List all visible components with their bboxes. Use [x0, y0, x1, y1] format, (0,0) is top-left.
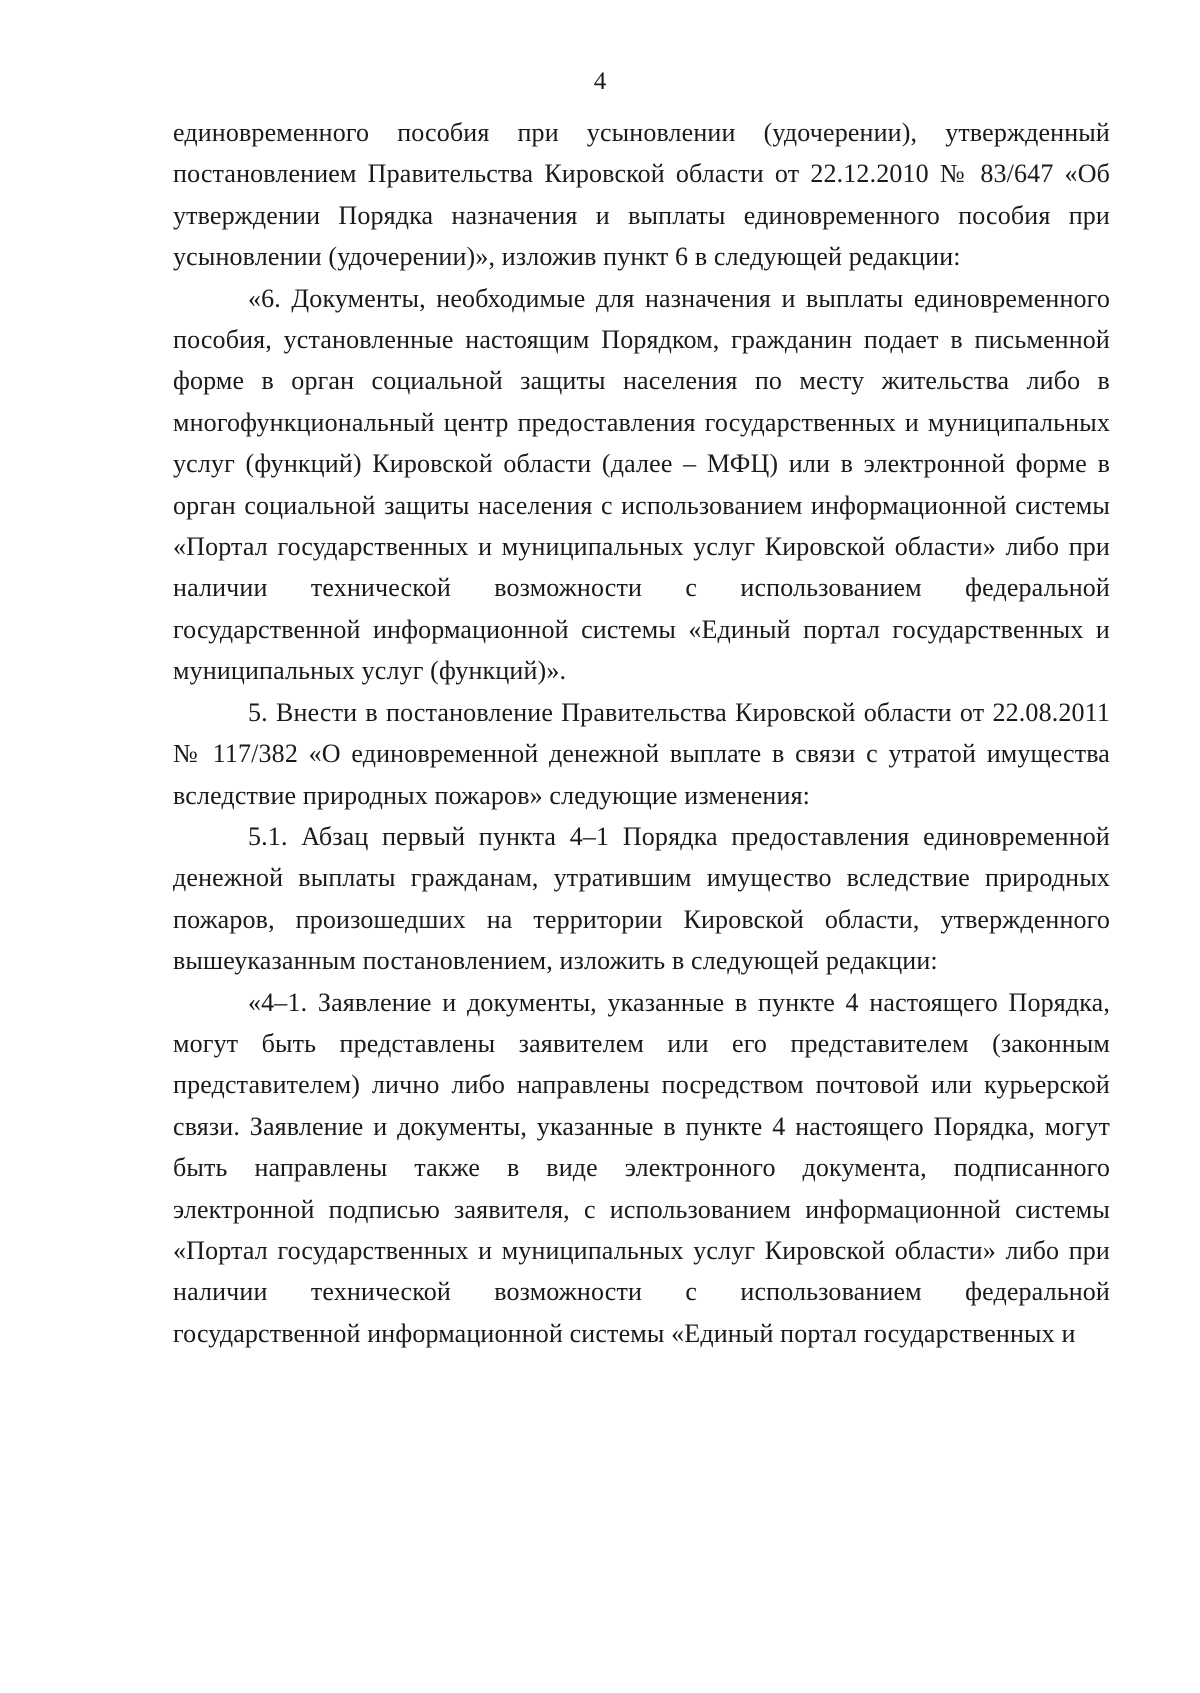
paragraph-item-5-1: 5.1. Абзац первый пункта 4–1 Порядка предоставления единовременной денежной выплаты гражданам, утратившим имущество вследствие природных пожаров, произошедших на территории Кировской области, утвержденного вышеуказанным постановлением, изложить в следующей редакции: — [173, 821, 1110, 976]
paragraph-continuation: единовременного пособия при усыновлении (удочерении), утвержденный постановлением Правительства Кировской области от 22.12.2010 № 83/647 «Об утверждении Порядка назначения и выплаты единовременного пособия при усыновлении (удочерении)», изложив пункт 6 в следующей редакции: — [173, 118, 1110, 272]
document-body — [173, 112, 1110, 1354]
page-number: 4 — [593, 68, 607, 95]
paragraph-item-4-1: «4–1. Заявление и документы, указанные в пункте 4 настоящего Порядка, могут быть представлены заявителем или его представителем (законным представителем) лично либо направлены посредством почтовой или курьерской связи. Заявление и документы, указанные в пункте 4 настоящего Порядка, могут быть направлены также в виде электронного документа, подписанного электронной подписью заявителя, с использованием информационной системы «Портал государственных и муниципальных услуг Кировской области» либо при наличии технической возможности с использованием федеральной государственной информационной системы «Единый портал государственных и — [173, 987, 1110, 1348]
paragraph-item-6: «6. Документы, необходимые для назначения и выплаты единовременного пособия, установленные настоящим Порядком, гражданин подает в письменной форме в орган социальной защиты населения по месту жительства либо в многофункциональный центр предоставления государственных и муниципальных услуг (функций) Кировской области (далее – МФЦ) или в электронной форме в орган социальной защиты населения с использованием информационной системы «Портал государственных и муниципальных услуг Кировской области» либо при наличии технической возможности с использованием федеральной государственной информационной системы «Единый портал государственных и муниципальных услуг (функций)». — [173, 283, 1110, 686]
paragraph-item-5: 5. Внести в постановление Правительства Кировской области от 22.08.2011 № 117/382 «О единовременной денежной выплате в связи с утратой имущества вследствие природных пожаров» следующие изменения: — [173, 697, 1110, 810]
